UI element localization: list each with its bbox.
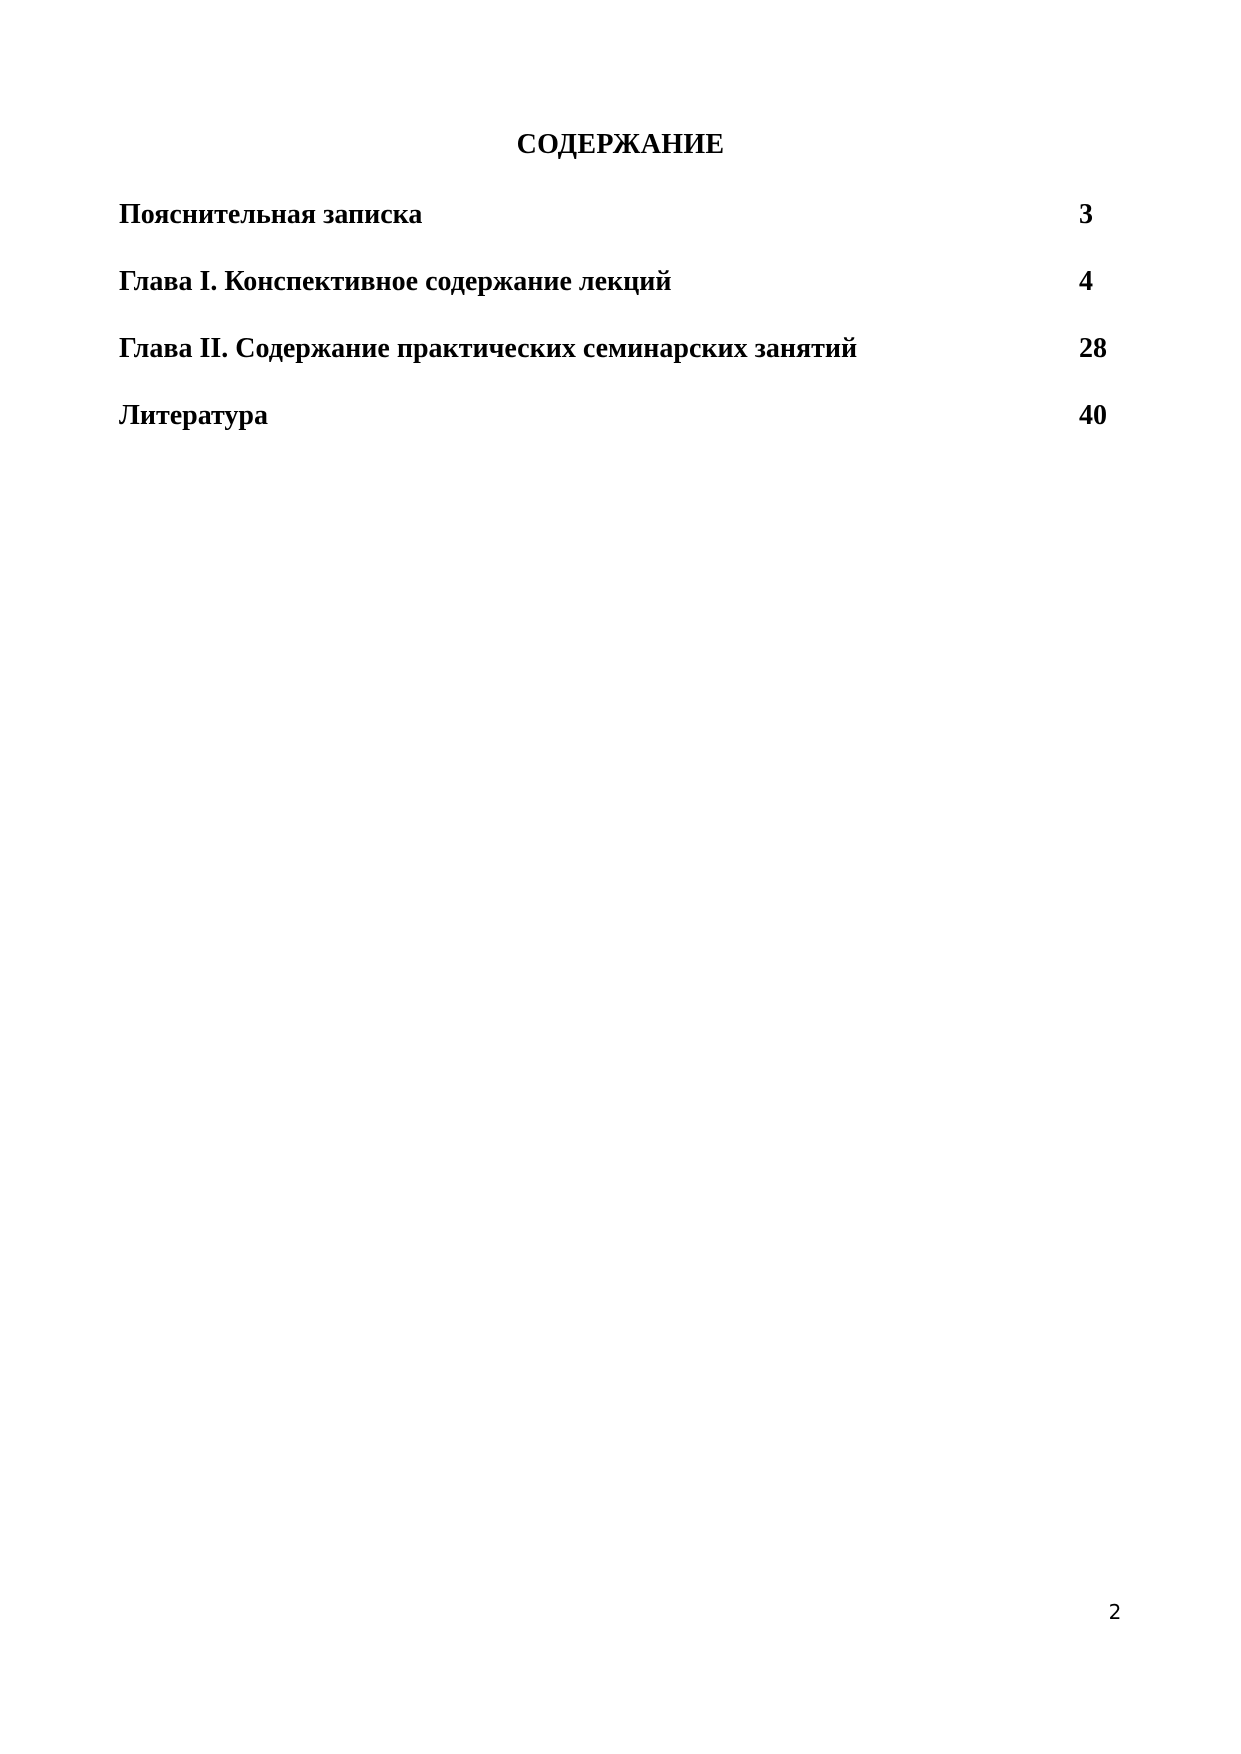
toc-entry[interactable] bbox=[119, 399, 1119, 466]
toc-entry-label: Глава I. Конспективное содержание лекций bbox=[119, 266, 672, 297]
toc-entry[interactable] bbox=[119, 265, 1119, 332]
table-of-contents bbox=[119, 198, 1119, 466]
toc-entry-label: Пояснительная записка bbox=[119, 199, 423, 230]
toc-entry-page: 3 bbox=[1079, 199, 1093, 230]
toc-entry[interactable] bbox=[119, 332, 1119, 399]
toc-entry-page: 4 bbox=[1079, 266, 1093, 297]
toc-entry[interactable] bbox=[119, 198, 1119, 265]
toc-entry-label: Глава II. Содержание практических семинарских занятий bbox=[119, 333, 858, 364]
toc-title: СОДЕРЖАНИЕ bbox=[516, 129, 725, 160]
toc-entry-page: 40 bbox=[1079, 400, 1107, 431]
page-number: 2 bbox=[1108, 1600, 1122, 1624]
toc-entry-label: Литература bbox=[119, 400, 268, 431]
toc-entry-page: 28 bbox=[1079, 333, 1107, 364]
